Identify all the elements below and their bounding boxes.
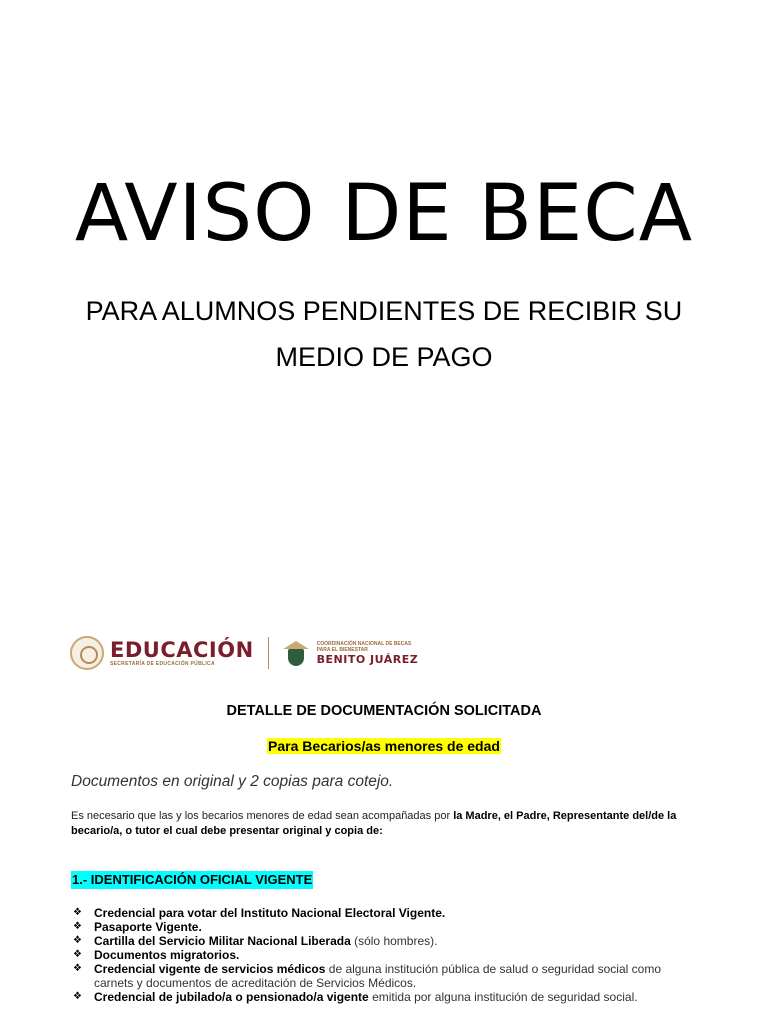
intro-text: Es necesario que las y los becarios menores de edad sean acompañadas por — [71, 810, 454, 822]
diamond-bullet-icon: ❖ — [73, 907, 82, 918]
educacion-logo-text: EDUCACIÓN — [110, 637, 254, 662]
list-item — [71, 962, 699, 990]
list-item-text: emitida por alguna institución de seguridad social. — [368, 990, 638, 1004]
logo-divider — [268, 637, 269, 669]
intro-paragraph — [71, 809, 699, 839]
list-item-bold: Credencial para votar del Instituto Nacional Electoral Vigente. — [94, 906, 446, 920]
minors-highlight: Para Becarios/as menores de edad — [268, 738, 500, 754]
diamond-bullet-icon: ❖ — [73, 935, 82, 946]
highlight-line — [0, 737, 768, 756]
list-item — [71, 934, 699, 948]
becas-logo-subtext: COORDINACIÓN NACIONAL DE BECAS PARA EL BIENESTAR — [316, 640, 412, 653]
list-item-bold: Credencial de jubilado/a o pensionado/a vigente — [94, 990, 369, 1004]
section-title: DETALLE DE DOCUMENTACIÓN SOLICITADA — [226, 703, 542, 719]
national-seal-icon — [70, 636, 104, 670]
subtitle-line-1: PARA ALUMNOS PENDIENTES DE RECIBIR SU — [85, 296, 683, 326]
list-item — [71, 948, 699, 962]
diamond-bullet-icon: ❖ — [73, 921, 82, 932]
document-subtitle — [40, 288, 728, 380]
copies-note: Documentos en original y 2 copias para cotejo. — [71, 773, 394, 790]
diamond-bullet-icon: ❖ — [73, 949, 82, 960]
list-item-bold: Pasaporte Vigente. — [94, 920, 202, 934]
list-item — [71, 906, 699, 920]
diamond-bullet-icon: ❖ — [73, 963, 82, 974]
list-item-text: (sólo hombres). — [350, 934, 438, 948]
intro-bold-text: la Madre, el Padre, Representante del/de la becario/a, o tutor el cual debe presentar original y copia de: — [71, 810, 677, 837]
list-item — [71, 990, 699, 1004]
subtitle-line-2: MEDIO DE PAGO — [275, 342, 493, 372]
list-item-bold: Credencial vigente de servicios médicos — [94, 962, 326, 976]
id-heading: 1.- IDENTIFICACIÓN OFICIAL VIGENTE — [72, 872, 313, 887]
becas-logo-name: BENITO JUÁREZ — [316, 652, 419, 666]
id-documents-list — [71, 906, 699, 1004]
becas-benito-juarez-logo — [317, 641, 419, 666]
graduation-cap-shield-icon — [283, 638, 309, 668]
diamond-bullet-icon: ❖ — [73, 991, 82, 1002]
list-item-bold: Cartilla del Servicio Militar Nacional Liberada — [94, 934, 351, 948]
document-title: AVISO DE BECA — [74, 169, 694, 259]
educacion-logo — [110, 639, 254, 668]
list-item — [71, 920, 699, 934]
logo-bar — [70, 632, 418, 674]
list-item-text: de alguna institución pública de salud o seguridad social como carnets y documentos de acreditación de Servicios Médicos. — [94, 962, 661, 990]
list-item-bold: Documentos migratorios. — [94, 948, 240, 962]
educacion-logo-subtext: SECRETARÍA DE EDUCACIÓN PÚBLICA — [110, 660, 215, 667]
